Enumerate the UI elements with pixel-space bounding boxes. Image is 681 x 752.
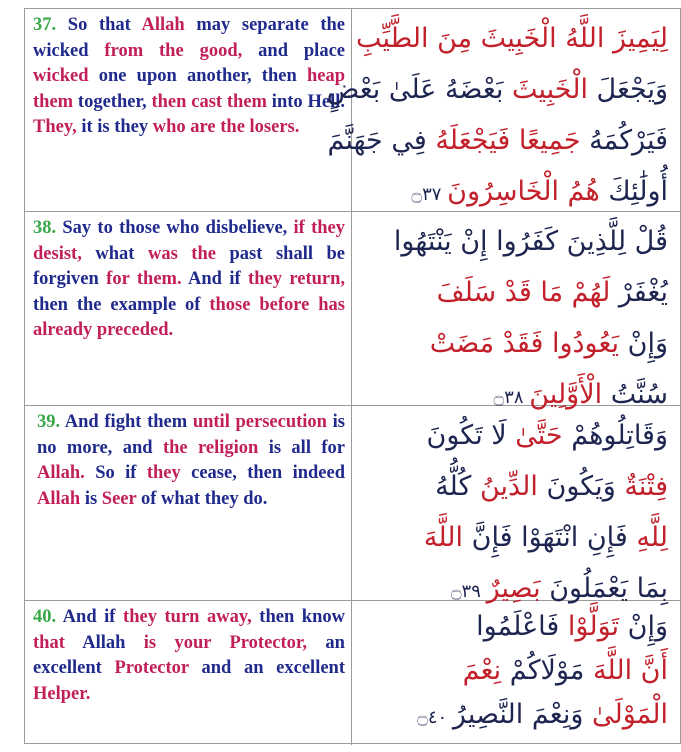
- arabic-segment: يَعُودُوا فَقَدْ مَضَتْ: [429, 328, 620, 359]
- translation-segment: who are the losers.: [152, 117, 300, 137]
- translation-segment: So that: [56, 15, 142, 35]
- arabic-line: [362, 216, 668, 267]
- arabic-segment: يُغْفَرْ: [610, 277, 668, 308]
- translation-segment: past shall be forgiven: [33, 243, 346, 289]
- arabic-segment: كُلُّهُ: [435, 471, 480, 502]
- arabic-line: [362, 512, 668, 563]
- arabic-segment: أَنَّ اللَّهَ: [584, 655, 668, 686]
- verse-end-mark: ۝٣٧: [411, 184, 448, 205]
- arabic-segment: جَمِيعًا فَيَجْعَلَهُ: [426, 125, 590, 156]
- english-translation: [25, 212, 352, 405]
- arabic-segment: وَإِنْ: [619, 611, 668, 642]
- translation-segment: And if: [56, 607, 124, 627]
- verse-row: [25, 212, 680, 410]
- arabic-segment: لَا تَكُونَ: [426, 420, 516, 451]
- verse-row: [25, 601, 680, 745]
- translation-segment: Seer: [101, 488, 137, 509]
- arabic-line: [362, 605, 668, 649]
- english-translation: [25, 9, 352, 211]
- translation-segment: then cast them: [151, 91, 267, 112]
- translation-segment: they return,: [248, 269, 346, 289]
- arabic-line: [362, 410, 668, 461]
- arabic-segment: مَوْلَاكُمْ: [509, 655, 585, 686]
- arabic-line: [355, 13, 668, 64]
- english-translation: [25, 601, 352, 745]
- translation-segment: Protector: [114, 658, 189, 678]
- translation-segment: from the good,: [104, 40, 243, 61]
- arabic-segment: بَصِيرٌ: [486, 573, 541, 604]
- arabic-segment: لَهُمْ مَا قَدْ سَلَفَ: [436, 277, 611, 308]
- translation-segment: Allah.: [37, 463, 85, 483]
- verse-number: 40.: [33, 607, 57, 627]
- translation-segment: And if: [181, 269, 249, 289]
- translation-segment: may separate the wicked: [33, 15, 345, 61]
- translation-segment: an excellent: [33, 632, 345, 678]
- translation-segment: if they desist,: [33, 218, 345, 264]
- translation-segment: is no more, and: [37, 412, 345, 458]
- arabic-line: [327, 115, 668, 166]
- translation-segment: they turn away,: [123, 607, 252, 627]
- translation-segment: they: [146, 463, 181, 483]
- arabic-segment: فَإِنِ انْتَهَوْا فَإِنَّ: [463, 522, 637, 553]
- translation-segment: So if: [84, 463, 147, 483]
- verse-number: 39.: [37, 412, 61, 432]
- arabic-segment: وَإِنْ: [619, 328, 668, 359]
- translation-segment: They,: [33, 117, 77, 137]
- arabic-segment: الدِّينُ: [479, 471, 538, 502]
- verse-table: [24, 8, 681, 744]
- arabic-segment: حَتَّىٰ: [515, 420, 563, 451]
- arabic-segment: الْمَوْلَىٰ: [583, 699, 668, 730]
- translation-segment: those before has already preceded.: [33, 294, 345, 340]
- translation-segment: until persecution: [192, 412, 327, 432]
- verse-row: [25, 9, 680, 212]
- translation-segment: Allah: [64, 632, 144, 653]
- translation-segment: is your Protector,: [143, 632, 308, 653]
- verse-end-mark: ۝٣٨: [493, 387, 530, 408]
- translation-segment: Allah: [37, 488, 81, 509]
- translation-segment: that: [33, 632, 65, 653]
- arabic-segment: بِمَا يَعْمَلُونَ: [540, 573, 668, 604]
- translation-segment: it is they: [76, 117, 153, 137]
- translation-segment: Allah: [141, 15, 185, 35]
- arabic-segment: لِلَّهِ: [636, 522, 668, 553]
- translation-segment: then know: [251, 607, 345, 627]
- translation-segment: for them.: [106, 269, 182, 289]
- arabic-segment: وَقَاتِلُوهُمْ: [562, 420, 668, 451]
- arabic-line: [362, 318, 668, 369]
- verse-row: [25, 406, 680, 604]
- verse-end-mark: ۝٤٠: [417, 707, 453, 728]
- arabic-segment: الْخَبِيثَ: [511, 74, 588, 105]
- arabic-text: [352, 406, 681, 604]
- arabic-text: [326, 9, 681, 211]
- translation-segment: one upon another, then: [88, 66, 307, 86]
- arabic-segment: هُمُ الْخَاسِرُونَ: [447, 176, 600, 207]
- translation-segment: and an excellent: [188, 658, 345, 678]
- translation-segment: into Hell.: [266, 91, 345, 112]
- arabic-segment: اللَّهَ: [423, 522, 464, 553]
- arabic-segment: لِيَمِيزَ اللَّهُ الْخَبِيثَ مِنَ الطَّيِّبِ: [355, 23, 668, 54]
- arabic-segment: فَاعْلَمُوا: [476, 611, 568, 642]
- arabic-segment: أُولَٰئِكَ: [599, 176, 668, 207]
- translation-segment: is all for: [258, 437, 345, 458]
- translation-segment: the religion: [162, 437, 259, 458]
- translation-segment: cease, then indeed: [180, 463, 346, 483]
- english-translation: [25, 406, 352, 600]
- arabic-line: [362, 693, 668, 740]
- arabic-line: [362, 461, 668, 512]
- arabic-segment: وَنِعْمَ النَّصِيرُ: [452, 699, 584, 730]
- arabic-line: [362, 267, 668, 318]
- verse-number: 37.: [33, 15, 57, 35]
- translation-segment: of what they do.: [136, 488, 268, 509]
- arabic-line: [326, 64, 668, 115]
- arabic-segment: تَوَلَّوْا: [567, 611, 620, 642]
- translation-segment: wicked: [33, 66, 89, 86]
- arabic-segment: بَعْضَهُ عَلَىٰ بَعْضٍ: [326, 74, 512, 105]
- arabic-segment: سُنَّتُ: [602, 379, 668, 410]
- arabic-text: [352, 212, 681, 410]
- arabic-segment: قُلْ لِلَّذِينَ كَفَرُوا إِنْ يَنْتَهُوا: [393, 226, 668, 257]
- translation-segment: is: [80, 488, 102, 509]
- arabic-segment: وَيَكُونَ: [537, 471, 625, 502]
- arabic-line: [362, 649, 668, 693]
- translation-segment: what: [81, 243, 148, 264]
- arabic-segment: وَيَجْعَلَ: [587, 74, 668, 105]
- arabic-segment: فِتْنَةٌ: [624, 471, 668, 502]
- translation-segment: Helper.: [33, 683, 91, 704]
- arabic-segment: فَيَرْكُمَهُ: [589, 125, 668, 156]
- arabic-segment: فِي جَهَنَّمَ: [327, 125, 427, 156]
- translation-segment: together,: [73, 91, 152, 112]
- translation-segment: then the example of: [33, 294, 210, 315]
- translation-segment: was the: [147, 243, 216, 264]
- verse-end-mark: ۝٣٩: [451, 581, 487, 602]
- arabic-segment: نِعْمَ: [462, 655, 510, 686]
- verse-number: 38.: [33, 218, 57, 238]
- arabic-segment: الْأَوَّلِينَ: [529, 379, 603, 410]
- translation-segment: Say to those who disbelieve,: [56, 218, 294, 238]
- translation-segment: and place: [242, 40, 345, 61]
- translation-segment: heap them: [33, 66, 345, 112]
- translation-segment: And fight them: [60, 412, 193, 432]
- arabic-text: [352, 601, 681, 745]
